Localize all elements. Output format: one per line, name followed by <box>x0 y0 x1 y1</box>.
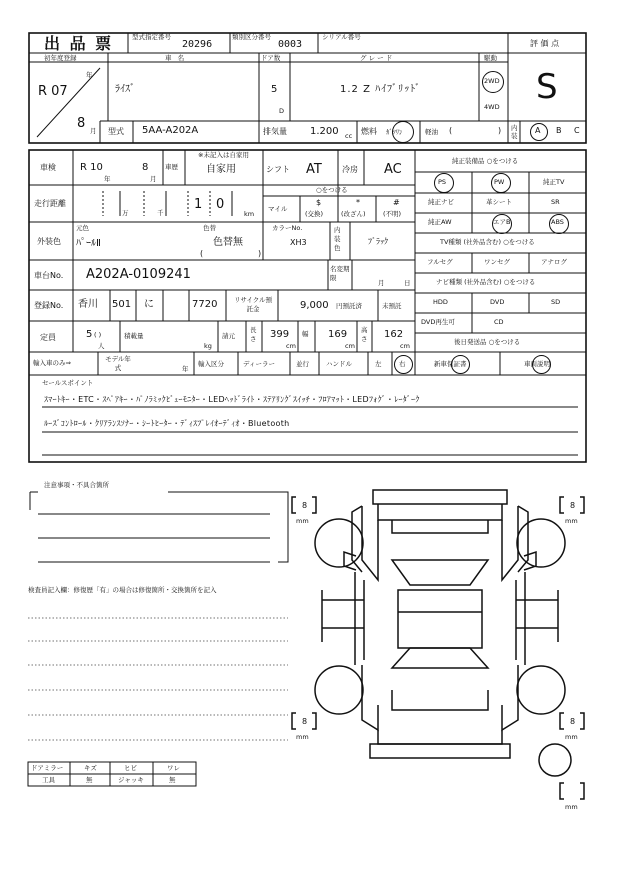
title-expiry-label: 名変期限 <box>330 265 350 282</box>
chassis-number: A202A-0109241 <box>86 267 191 282</box>
chassis-label: 車台No. <box>34 271 64 280</box>
jack-value: 無 <box>169 776 176 784</box>
ac-value: AC <box>384 162 402 177</box>
navi-dvd: DVD <box>490 298 505 306</box>
mileage-label: 走行距離 <box>34 199 66 208</box>
fuel-other-close: ) <box>498 126 502 135</box>
tread-front-right-unit: mm <box>565 517 578 525</box>
tread-rear-right: 8 <box>570 717 576 726</box>
import-parallel: 並行 <box>296 360 309 368</box>
interior-color: ﾌﾞﾗｯｸ <box>368 237 388 246</box>
exterior-color-label: 外装色 <box>37 237 61 246</box>
tread-spare-unit: mm <box>565 803 578 811</box>
original-color-label: 元色 <box>76 224 89 232</box>
displacement-label: 排気量 <box>263 127 287 136</box>
first-reg-month: 8 <box>77 116 86 131</box>
history-note: ※未記入は自家用 <box>198 151 249 159</box>
tread-front-left: 8 <box>302 501 308 510</box>
navi-hdd: HDD <box>433 298 448 306</box>
interior-color-label: 内装色 <box>334 226 341 252</box>
type-label: 型式 <box>108 127 124 136</box>
equip-ps: PS <box>438 178 447 186</box>
capacity-label: 定員 <box>40 333 56 342</box>
navi-sd: SD <box>551 298 561 306</box>
opt-tampered: (改ざん) <box>341 210 366 218</box>
current-color-label: 色替 <box>203 224 216 232</box>
car-name-value: ﾗｲｽﾞ <box>115 84 135 95</box>
oem-equipment-label: 純正装備品 ○をつける <box>452 157 519 165</box>
type-value: 5AA-A202A <box>142 125 199 136</box>
import-dealer: ディーラー <box>243 360 275 368</box>
interior-c: C <box>574 126 580 135</box>
tread-rear-left-unit: mm <box>296 733 309 741</box>
category-label: 類別区分番号 <box>232 33 271 41</box>
fuel-gasoline: ｶﾞｿﾘﾝ <box>386 128 403 136</box>
interior-a: A <box>535 126 541 135</box>
mileage-digit-2: 0 <box>216 197 225 212</box>
load-label: 積載量 <box>124 332 144 340</box>
vehicle-manual: 車両説明 <box>524 360 550 368</box>
mileage-sym-hash: # <box>393 198 400 207</box>
sales-point-line-2: ﾙｰｽﾞｺﾝﾄﾛｰﾙ・ｸﾘｱﾗﾝｽｿﾅｰ・ｼｰﾄﾋｰﾀｰ・ﾃﾞｨｽﾌﾟﾚｲｵｰﾃﾞｨｵ・Bluetooth <box>44 419 290 428</box>
sheet-title: 出 品 票 <box>44 34 114 53</box>
equip-leather: 革シート <box>486 198 512 206</box>
sales-point-label: セールスポイント <box>42 379 94 387</box>
history-value: 自家用 <box>206 164 236 175</box>
current-color-paren-open: ( <box>200 249 204 258</box>
first-reg-label: 初年度登録 <box>44 54 77 62</box>
mileage-mark-note: ○をつける <box>316 186 348 194</box>
inspector-label: 検査員記入欄：修復歴「有」の場合は修復箇所・交換箇所を記入 <box>28 586 217 594</box>
crack-label: ヒビ <box>124 764 137 772</box>
score-label: 評 価 点 <box>530 39 560 48</box>
tread-rear-right-unit: mm <box>565 733 578 741</box>
tread-rear-left: 8 <box>302 717 308 726</box>
load-unit: kg <box>204 342 212 350</box>
seller-label: 請元 <box>222 332 235 340</box>
recycle-label: リサイクル預託金 <box>233 296 273 313</box>
car-name-label: 車 名 <box>165 54 187 62</box>
capacity-unit: 人 <box>98 342 105 350</box>
interior-label: 内装 <box>511 124 518 140</box>
import-label: 輸入車のみ⇒ <box>33 359 71 367</box>
capacity-paren: ( ) <box>94 331 102 339</box>
mileage-unit-sen: 千 <box>157 209 164 217</box>
color-no: XH3 <box>290 238 307 247</box>
shaken-era: R 10 <box>80 162 103 173</box>
reg-class: 501 <box>112 299 132 310</box>
registration-label: 登録No. <box>34 301 64 310</box>
drive-2wd: 2WD <box>484 77 500 85</box>
handle-left: 左 <box>375 360 382 368</box>
navi-type-label: ナビ種類 (社外品含む) ○をつける <box>436 278 536 286</box>
opt-exchange: (交換) <box>305 210 324 218</box>
original-color: ﾊﾟｰﾙⅡ <box>76 238 101 249</box>
shaken-month: 8 <box>142 162 149 173</box>
car-diagram <box>292 490 584 799</box>
ac-label: 冷房 <box>342 165 358 174</box>
new-car-cert: 新車保証書 <box>434 360 467 368</box>
tread-front-left-unit: mm <box>296 517 309 525</box>
handle-right: 右 <box>399 360 406 368</box>
tools-value: 無 <box>86 776 93 784</box>
doors-suffix: D <box>279 107 285 115</box>
shaken-year: 年 <box>104 175 111 183</box>
height-value: 162 <box>384 329 404 340</box>
break-label: ワレ <box>167 764 180 772</box>
length-value: 399 <box>270 329 290 340</box>
equip-oem-aw: 純正AW <box>428 218 452 226</box>
mileage-sym-star: * <box>356 198 360 207</box>
mileage-unit-km: km <box>244 210 255 218</box>
fuel-label: 燃料 <box>361 127 377 136</box>
length-label: 長さ <box>250 326 257 343</box>
reg-kana: に <box>144 299 154 310</box>
expiry-day: 日 <box>404 279 411 287</box>
category-value: 0003 <box>278 39 303 50</box>
doors-label: ドア数 <box>261 54 281 62</box>
equip-airbag: エアB <box>493 218 511 226</box>
later-ship-label: 後日発送品 ○をつける <box>454 338 521 346</box>
jack-label: ジャッキ <box>118 776 144 784</box>
height-label: 高さ <box>361 326 368 343</box>
fuel-diesel: 軽油 <box>425 128 438 136</box>
model-year-label: モデル年式 <box>105 355 131 372</box>
width-label: 幅 <box>302 330 309 338</box>
width-unit: cm <box>345 342 355 350</box>
length-unit: cm <box>286 342 296 350</box>
doors-value: 5 <box>271 84 278 95</box>
drive-4wd: 4WD <box>484 103 500 111</box>
scratch-label: キズ <box>84 764 97 772</box>
opt-unknown: (不明) <box>383 210 402 218</box>
handle-label: ハンドル <box>326 360 352 368</box>
tv-oneseg: ワンセグ <box>484 258 510 266</box>
model-year-unit: 年 <box>182 365 189 373</box>
serial-label: シリアル番号 <box>322 33 361 41</box>
equip-sr: SR <box>551 198 560 206</box>
equip-pw: PW <box>494 178 505 186</box>
expiry-month: 月 <box>378 279 385 287</box>
shift-label: シフト <box>266 165 290 174</box>
first-reg-era: R 07 <box>38 84 68 99</box>
mileage-sym-dollar: $ <box>316 198 322 207</box>
equip-abs: ABS <box>551 218 564 226</box>
drive-label: 駆動 <box>484 54 497 62</box>
current-color: 色替無 <box>213 237 243 248</box>
tv-type-label: TV種類 (社外品含む) ○をつける <box>440 238 535 246</box>
reg-region: 香川 <box>78 299 98 310</box>
first-reg-month-unit: 月 <box>90 127 97 135</box>
shaken-month-unit: 月 <box>150 175 157 183</box>
shift-value: AT <box>306 162 322 177</box>
equip-cd: CD <box>494 318 504 326</box>
reg-number: 7720 <box>192 299 218 310</box>
import-type-label: 輸入区分 <box>198 360 224 368</box>
width-value: 169 <box>328 329 348 340</box>
grade-label: グ レ ー ド <box>360 54 393 62</box>
recycle-status: 未預託 <box>382 302 402 310</box>
tools-label: 工具 <box>42 776 55 784</box>
color-no-label: カラーNo. <box>272 224 303 232</box>
mileage-unit-man: 万 <box>122 209 129 217</box>
fuel-other-open: ( <box>449 126 453 135</box>
dvd-play: DVD再生可 <box>421 318 455 326</box>
notes-label: 注意事項・不具合箇所 <box>44 481 109 489</box>
door-mirror-label: ドアミラー <box>31 764 64 772</box>
grade-value: 1.2 Z ﾊｲﾌﾞﾘｯﾄﾞ <box>340 84 422 95</box>
history-label: 車歴 <box>165 163 178 171</box>
score-value: S <box>536 67 558 107</box>
interior-b: B <box>556 126 562 135</box>
mileage-digit-1: 1 <box>194 197 203 212</box>
displacement-value: 1.200 <box>310 126 339 137</box>
current-color-paren-close: ) <box>258 249 262 258</box>
shaken-label: 車検 <box>40 163 56 172</box>
mile-label: マイル <box>268 205 288 213</box>
tread-front-right: 8 <box>570 501 576 510</box>
capacity-value: 5 <box>86 329 93 340</box>
recycle-amount: 9,000 <box>300 300 329 311</box>
equip-oem-tv: 純正TV <box>543 178 565 186</box>
tv-fullseg: フルセグ <box>427 258 453 266</box>
first-reg-year-unit: 年 <box>86 71 93 79</box>
model-designation-label: 型式指定番号 <box>132 33 171 41</box>
equip-oem-navi: 純正ナビ <box>428 198 454 206</box>
recycle-unit: 円預託済 <box>336 302 362 310</box>
sales-point-line-1: ｽﾏｰﾄｷｰ・ETC・ｽﾍﾟｱｷｰ・ﾊﾟﾉﾗﾐｯｸﾋﾞｭｰﾓﾆﾀｰ・LEDﾍｯﾄﾞﾗｲﾄ・ｽﾃｱﾘﾝｸﾞｽｲｯﾁ・ﾌﾛｱﾏｯﾄ・LEDﾌｫｸﾞ・ﾚｰﾀﾞｰｸ <box>44 395 420 404</box>
height-unit: cm <box>400 342 410 350</box>
model-designation-value: 20296 <box>182 39 213 50</box>
tv-analog: アナログ <box>541 258 567 266</box>
displacement-unit: cc <box>345 132 353 140</box>
